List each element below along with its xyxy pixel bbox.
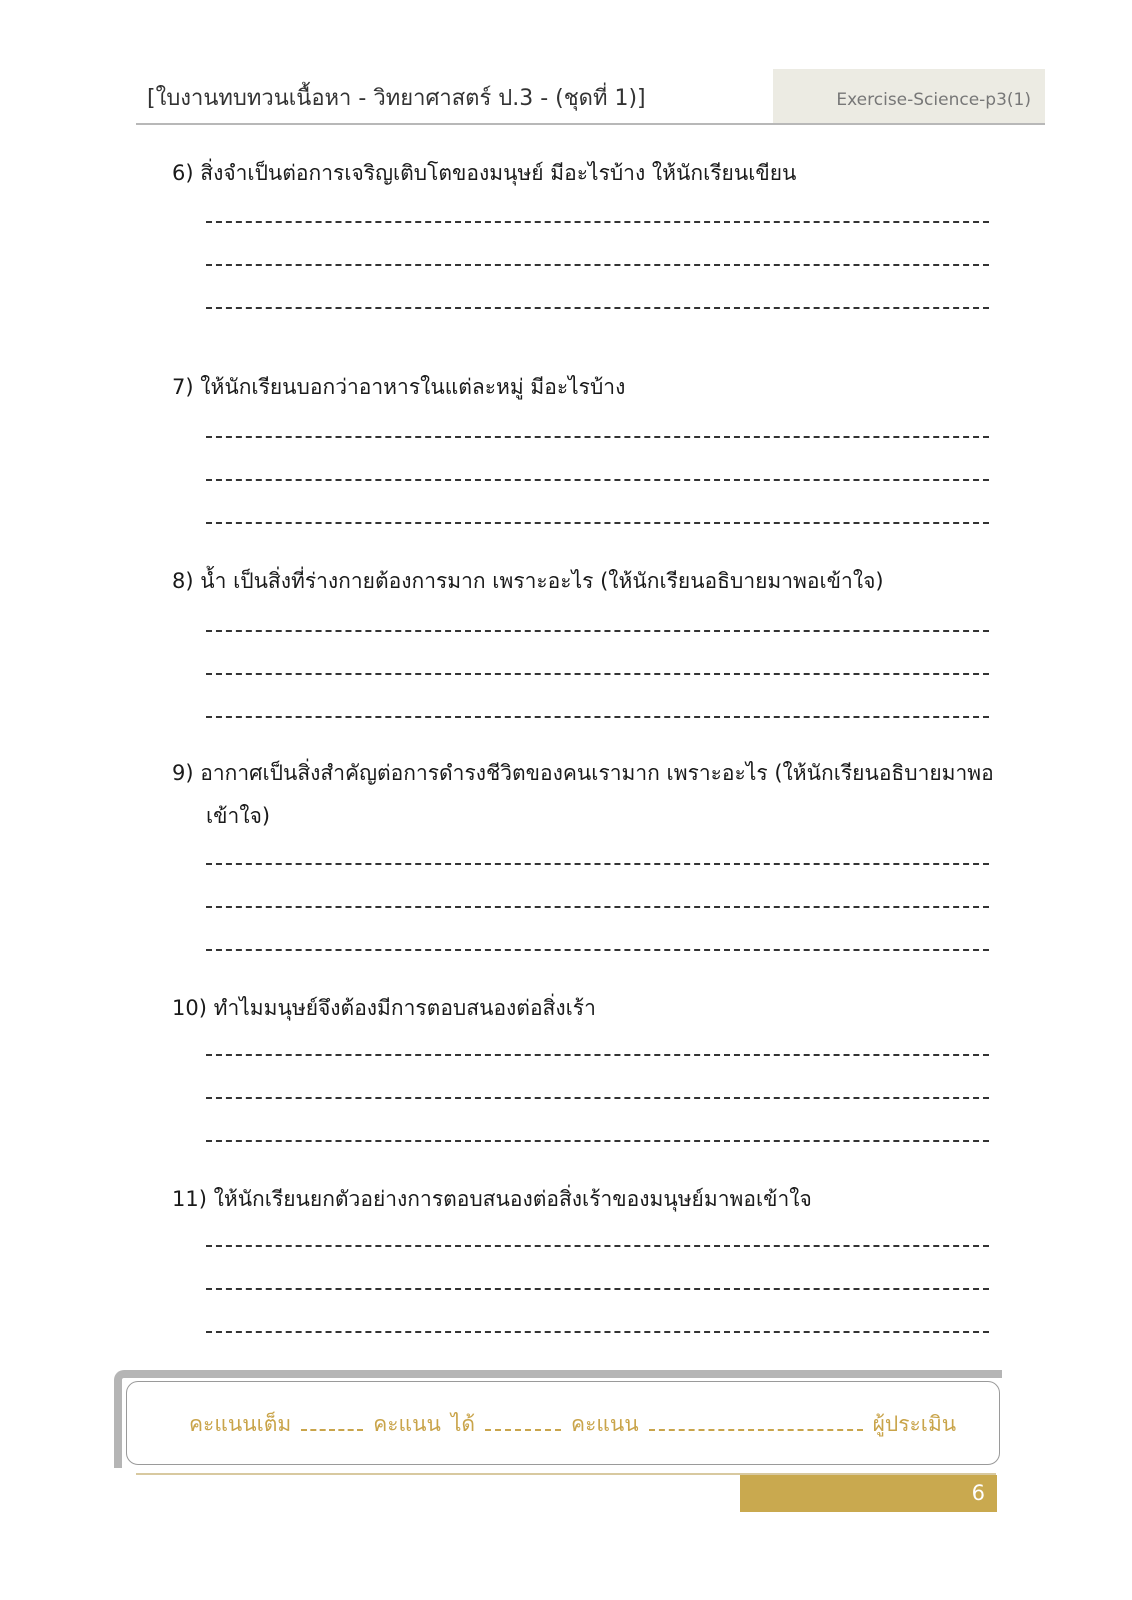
question-number: 9) — [172, 761, 194, 785]
answer-line[interactable] — [206, 479, 989, 481]
question-number: 11) — [172, 1187, 207, 1211]
page-number-bar — [740, 1475, 997, 1512]
question-text: ให้นักเรียนบอกว่าอาหารในแต่ละหมู่ มีอะไรบ้าง — [200, 375, 626, 399]
assessor-label: ผู้ประเมิน — [872, 1412, 957, 1436]
assessor-blank[interactable] — [649, 1415, 863, 1431]
answer-line[interactable] — [206, 307, 989, 309]
question-number: 7) — [172, 375, 194, 399]
question-number: 6) — [172, 161, 194, 185]
answer-line[interactable] — [206, 906, 989, 908]
question-10 — [172, 987, 1012, 1030]
score-box — [126, 1381, 1000, 1465]
answer-line[interactable] — [206, 221, 989, 223]
score-line — [189, 1408, 956, 1441]
question-9 — [172, 752, 1012, 838]
points-label-2: คะแนน — [571, 1412, 639, 1436]
answer-line[interactable] — [206, 1331, 989, 1333]
answer-line[interactable] — [206, 1097, 989, 1099]
question-number: 8) — [172, 569, 194, 593]
got-label: ได้ — [450, 1412, 476, 1436]
answer-line[interactable] — [206, 1140, 989, 1142]
question-8 — [172, 560, 1012, 603]
question-text: น้ำ เป็นสิ่งที่ร่างกายต้องการมาก เพราะอะไร (ให้นักเรียนอธิบายมาพอเข้าใจ) — [200, 569, 884, 593]
question-text: สิ่งจำเป็นต่อการเจริญเติบโตของมนุษย์ มีอะไรบ้าง ให้นักเรียนเขียน — [200, 161, 797, 185]
page-number: 6 — [971, 1481, 985, 1505]
full-score-blank[interactable] — [301, 1415, 363, 1431]
full-score-label: คะแนนเต็ม — [189, 1412, 292, 1436]
question-6 — [172, 152, 1012, 195]
answer-line[interactable] — [206, 1054, 989, 1056]
question-number: 10) — [172, 996, 207, 1020]
answer-line[interactable] — [206, 630, 989, 632]
header-title: [ใบงานทบทวนเนื้อหา - วิทยาศาสตร์ ป.3 - (ชุดที่ 1)] — [147, 86, 646, 111]
answer-line[interactable] — [206, 522, 989, 524]
header-code-box — [773, 69, 1045, 124]
question-text: อากาศเป็นสิ่งสำคัญต่อการดำรงชีวิตของคนเรามาก เพราะอะไร (ให้นักเรียนอธิบายมาพอ — [200, 761, 994, 785]
answer-line[interactable] — [206, 863, 989, 865]
got-score-blank[interactable] — [485, 1415, 561, 1431]
answer-line[interactable] — [206, 673, 989, 675]
question-text: ทำไมมนุษย์จึงต้องมีการตอบสนองต่อสิ่งเร้า — [213, 996, 596, 1020]
answer-line[interactable] — [206, 1245, 989, 1247]
worksheet-code: Exercise-Science-p3(1) — [836, 90, 1031, 110]
question-text: ให้นักเรียนยกตัวอย่างการตอบสนองต่อสิ่งเร้าของมนุษย์มาพอเข้าใจ — [213, 1187, 812, 1211]
question-text-continued: เข้าใจ) — [206, 804, 271, 828]
points-label: คะแนน — [373, 1412, 441, 1436]
answer-line[interactable] — [206, 264, 989, 266]
answer-line[interactable] — [206, 1288, 989, 1290]
answer-line[interactable] — [206, 716, 989, 718]
question-7 — [172, 366, 1012, 409]
answer-line[interactable] — [206, 436, 989, 438]
question-11 — [172, 1178, 1012, 1221]
header-divider — [136, 123, 1045, 125]
answer-line[interactable] — [206, 949, 989, 951]
